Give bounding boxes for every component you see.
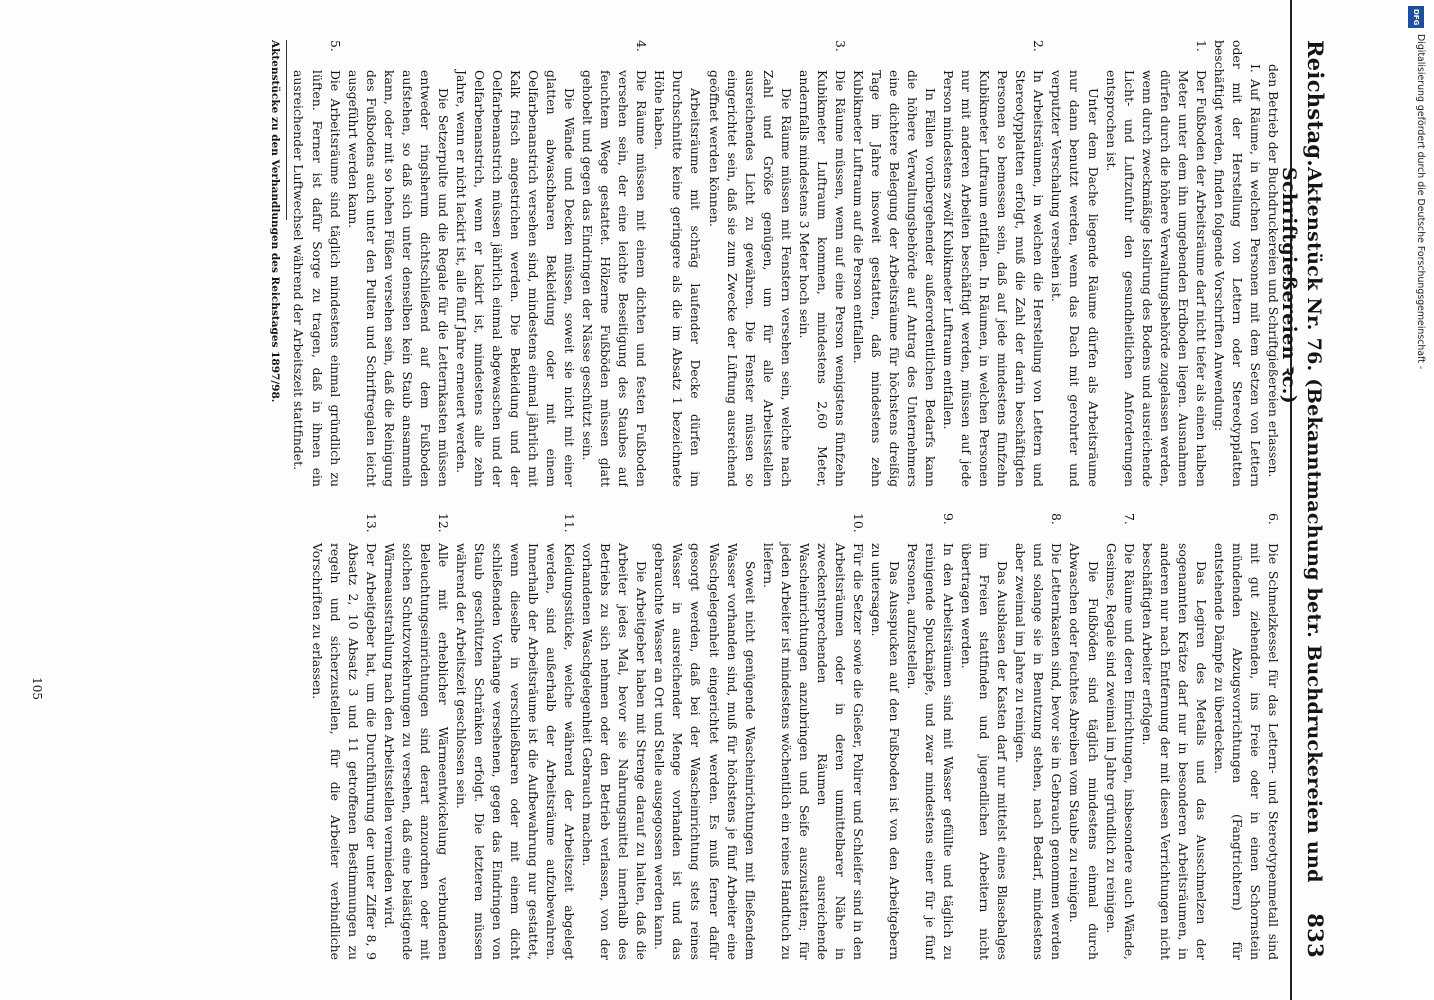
paragraph-number: 13. xyxy=(363,513,379,533)
paragraph-text: Arbeitsräume mit schräg laufender Decke dürfen im Durchschnitte keine geringere als die im Absatz 1 bezeichnete Höhe haben. xyxy=(652,70,704,487)
paragraph-text: In den Arbeitsräumen sind mit Wasser gefüllte und täglich zu reinigende Spucknäpfe, und zwar mindestens einer für je fünf Personen, aufzustellen. xyxy=(905,543,957,960)
paragraph-text: Der Arbeitgeber hat, um die Durchführung der unter Ziffer 8, 9 Absatz 2, 10 Absatz 3 und 11 getroffenen Bestimmungen zu regeln und sicherzustellen, für die Arbeiter verbindliche Vorschriften zu erlassen. xyxy=(309,543,379,960)
paragraph-number: 4. xyxy=(634,40,650,52)
numbered-paragraph xyxy=(759,513,867,960)
paragraph-text: Die Räume müssen, wenn auf eine Person wenigstens fünfzehn Kubikmeter Luftraum kommen, mindestens 2,60 Meter, andernfalls mindestens 3 Meter hoch sein. xyxy=(796,70,848,487)
footnote-text: Aktenstücke zu den Verhandlungen des Reichstages 1897/98. xyxy=(269,40,282,403)
header-title: Aktenstück Nr. 76. (Bekanntmachung betr. Buchdruckereien und Schriftgießereien ꝛc.) xyxy=(1278,166,1325,883)
paragraph-text: Das Legiren des Metalls und das Ausschmelzen der sogenannten Krätze darf nur in besonderen Arbeitsräumen, in anderen nur nach Entfernung der mit diesen Verrichtungen nicht beschäftigten Arbeiter erfolgen. xyxy=(1139,543,1209,960)
paragraph-number: 2. xyxy=(1031,40,1047,52)
paragraph-text: Die Wände und Decken müssen, soweit sie nicht mit einer glatten abwaschbaren Bekleidung oder mit einem Oelfarbenanstrich versehen sind, mindestens einmal jährlich mit Kalk frisch angestrichen werden. Die Bekleidung und der Oelfarbenanstrich müssen jährlich einmal abgewaschen und der Oelfarbenanstrich, wenn er lackirt ist, mindestens alle zehn Jahre, wenn er nicht lackirt ist, alle fünf Jahre erneuert werden. xyxy=(453,70,578,487)
paragraph-text: den Betrieb der Buchdruckereien und Schriftgießereien erlassen. xyxy=(1266,64,1281,478)
paragraph-text: I. Auf Räume, in welchen Personen mit dem Setzen von Lettern oder mit der Herstellung von Lettern oder Stereotypplatten beschäftigt werden, finden folgende Vorschriften Anwendung: xyxy=(1211,40,1263,487)
paragraph-text: Kleidungsstücke, welche während der Arbeitszeit abgelegt werden, sind außerhalb der Arbeitsräume aufzubewahren. Innerhalb der Arbeitsräume ist die Aufbewahrung nur gestattet, wenn dieselbe in verschließbaren oder mit einem dicht schließenden Vorhange versehenen, gegen das Eindringen von Staub geschützten Schränken erfolgt. Die letzteren müssen während der Arbeitszeit geschlossen sein. xyxy=(453,543,578,960)
numbered-paragraph xyxy=(903,513,957,960)
paragraph-text: Die Arbeitsräume sind täglich mindestens einmal gründlich zu lüften. Ferner ist dafür Sorge zu tragen, daß in ihnen ein ausreichender Luftwechsel während der Arbeitszeit stattfindet. xyxy=(291,70,343,487)
paragraph-number: 3. xyxy=(832,40,848,52)
header-left: Reichstag. xyxy=(1303,40,1328,167)
numbered-paragraph xyxy=(1210,513,1282,960)
numbered-paragraph xyxy=(1102,40,1210,487)
column-left xyxy=(30,40,1282,487)
sheet-number: 105 xyxy=(30,677,44,700)
paragraph-text: Für die Setzer sowie die Gießer, Polirer und Schleifer sind in den Arbeitsräumen oder in deren unmittelbarer Nähe in zweckentsprechenden Räumen ausreichende Wascheinrichtungen anzubringen und Seife auszustatten; für jeden Arbeiter ist mindestens wöchentlich ein reines Handtuch zu liefern. xyxy=(760,543,866,960)
paragraph-text: Der Fußboden der Arbeitsräume darf nicht tiefer als einen halben Meter unter dem ihn umgebenden Erdboden liegen. Ausnahmen dürfen durch die höhere Verwaltungsbehörde zugelassen werden, wenn durch zweckmäßige Isolirung des Bodens und ausreichende Licht- und Luftzufuhr den gesundheitlichen Anforderungen entsprochen ist. xyxy=(1103,70,1209,487)
paragraph-text: Die Räume müssen mit Fenstern versehen sein, welche nach Zahl und Größe genügen, um für alle Arbeitsstellen ausreichendes Licht zu gewähren. Die Fenster müssen so eingerichtet sein, daß sie zum Zwecke der Lüftung ausreichend geöffnet werden können. xyxy=(706,70,794,487)
numbered-paragraph xyxy=(1102,513,1138,960)
numbered-paragraph xyxy=(795,40,849,487)
numbered-paragraph xyxy=(578,40,650,487)
paragraph-number: 9. xyxy=(941,513,957,525)
paragraph-number: 7. xyxy=(1121,513,1137,525)
paragraph-number: 1. xyxy=(1193,40,1209,52)
paragraph-text: Alle mit erheblicher Wärmeentwickelung verbundenen Beleuchtungseinrichtungen sind derart anzuordnen oder mit solchen Schutzvorkehrungen zu versehen, daß eine belästigende Wärmeausstrahlung nach den Arbeitsstellen vermieden wird. xyxy=(381,543,451,960)
paragraph-text: Unter dem Dache liegende Räume dürfen als Arbeitsräume nur dann benutzt werden, wenn das Dach mit gerohrter und verputzter Verschalung versehen ist. xyxy=(1049,70,1101,487)
dfg-logo-icon: DFG xyxy=(1408,6,1424,28)
paragraph-text: In Fällen vorübergehender außerordentlichen Bedarfs kann die höhere Verwaltungsbehörde auf Antrag des Unternehmers eine dichtere Belegung der Arbeitsräume für höchstens dreißig Tage im Jahre insoweit gestatten, daß mindestens zehn Kubikmeter Luftraum auf die Person entfallen. xyxy=(850,70,939,487)
numbered-paragraph xyxy=(307,513,379,960)
column-right xyxy=(30,513,1282,960)
paragraph-text: Die Schmelzkessel für das Lettern- und Stereotypenmetall sind mit gut ziehenden, ins Freie oder in einen Schornstein mündenden Abzugsvorrichtungen (Fangtrichtern) für entstehende Dämpfe zu überdecken. xyxy=(1211,543,1281,960)
paragraph-text: Die Räume und deren Einrichtungen, insbesondere auch Wände, Gesimse, Regale sind zweimal im Jahre gründlich zu reinigen. xyxy=(1103,543,1137,960)
paragraph-number: 5. xyxy=(327,40,343,52)
numbered-paragraph xyxy=(939,40,1047,487)
digitization-note: Digitalisierung gefördert durch die Deutsche Forschungsgemeinschaft - xyxy=(1415,34,1426,370)
footnote-rule xyxy=(286,40,287,220)
paragraph-text: Die Fußböden sind täglich mindestens einmal durch Abwaschen oder feuchtes Abreiben vom Staube zu reinigen. xyxy=(1067,543,1101,960)
numbered-paragraph xyxy=(289,40,343,487)
paragraph-text: Die Letternkasten sind, bevor sie in Gebrauch genommen werden und solange sie in Benutzung stehen, nach Bedarf, mindestens aber zweimal im Jahre zu reinigen. xyxy=(1013,543,1065,960)
page-header xyxy=(1278,0,1328,1000)
numbered-paragraph xyxy=(452,513,578,960)
header-page-number: 833 xyxy=(1303,913,1328,958)
paragraph-text: Das Ausblasen der Kasten darf nur mittelst eines Blasebalges im Freien stattfinden und jugendlichen Arbeitern nicht übertragen werden. xyxy=(959,543,1011,960)
paragraph-text: Das Ausspucken auf den Fußboden ist von den Arbeitgebern zu untersagen. xyxy=(868,543,903,960)
paragraph-number: 6. xyxy=(1266,513,1281,525)
paragraph-text: In Arbeitsräumen, in welchen die Herstellung von Lettern und Stereotypplatten erfolgt, muß die Zahl der darin beschäftigten Personen so bemessen sein, daß auf jede mindestens fünfzehn Kubikmeter Luftraum entfallen. In Räumen, in welchen Personen nur mit anderen Arbeiten beschäftigt werden, müssen auf jede Person mindestens zwölf Kubikmeter Luftraum entfallen. xyxy=(941,70,1047,487)
numbered-paragraph xyxy=(380,513,452,960)
paragraph-text: Die Setzerpulte und die Regale für die Letternkasten müssen entweder ringsherum dichtschließend auf dem Fußboden aufstehen, so daß sich unter denselben kein Staub ansammeln kann, oder mit so hohen Füßen versehen sein, daß die Reinigung des Fußbodens auch unter den Pulten und Schriftregalen leicht ausgeführt werden kann. xyxy=(345,70,451,487)
paragraph-text: Soweit nicht genügende Wascheinrichtungen mit fließendem Wasser vorhanden sind, muß für höchstens je fünf Arbeiter eine Waschgelegenheit eingerichtet werden. Es muß ferner dafür gesorgt werden, daß bei der Wascheinrichtung stets reines Wasser in ausreichender Menge vorhanden ist und das gebrauchte Wasser an Ort und Stelle ausgegossen werden kann. xyxy=(652,543,758,960)
digitization-sidebar xyxy=(1400,0,1434,1000)
numbered-paragraph xyxy=(1011,513,1065,960)
paragraph-number: 11. xyxy=(562,513,578,533)
paragraph-number: 10. xyxy=(850,513,866,533)
paragraph-text: Die Räume müssen mit einem dichten und festen Fußboden versehen sein, der eine leichte Beseitigung des Staubes auf feuchtem Wege gestattet. Hölzerne Fußböden müssen glatt gehobelt und gegen das Eindringen der Nässe geschützt sein. xyxy=(580,70,650,487)
paragraph-number: 8. xyxy=(1049,513,1065,525)
text-columns xyxy=(30,40,1282,960)
paragraph-text: Die Arbeitgeber haben mit Strenge darauf zu halten, daß die Arbeiter jedes Mal, bevor sie Nahrungsmittel innerhalb des Betriebs zu sich nehmen oder den Betrieb verlassen, von der vorhandenen Waschgelegenheit Gebrauch machen. xyxy=(580,543,650,960)
paragraph-number: 12. xyxy=(435,513,451,533)
